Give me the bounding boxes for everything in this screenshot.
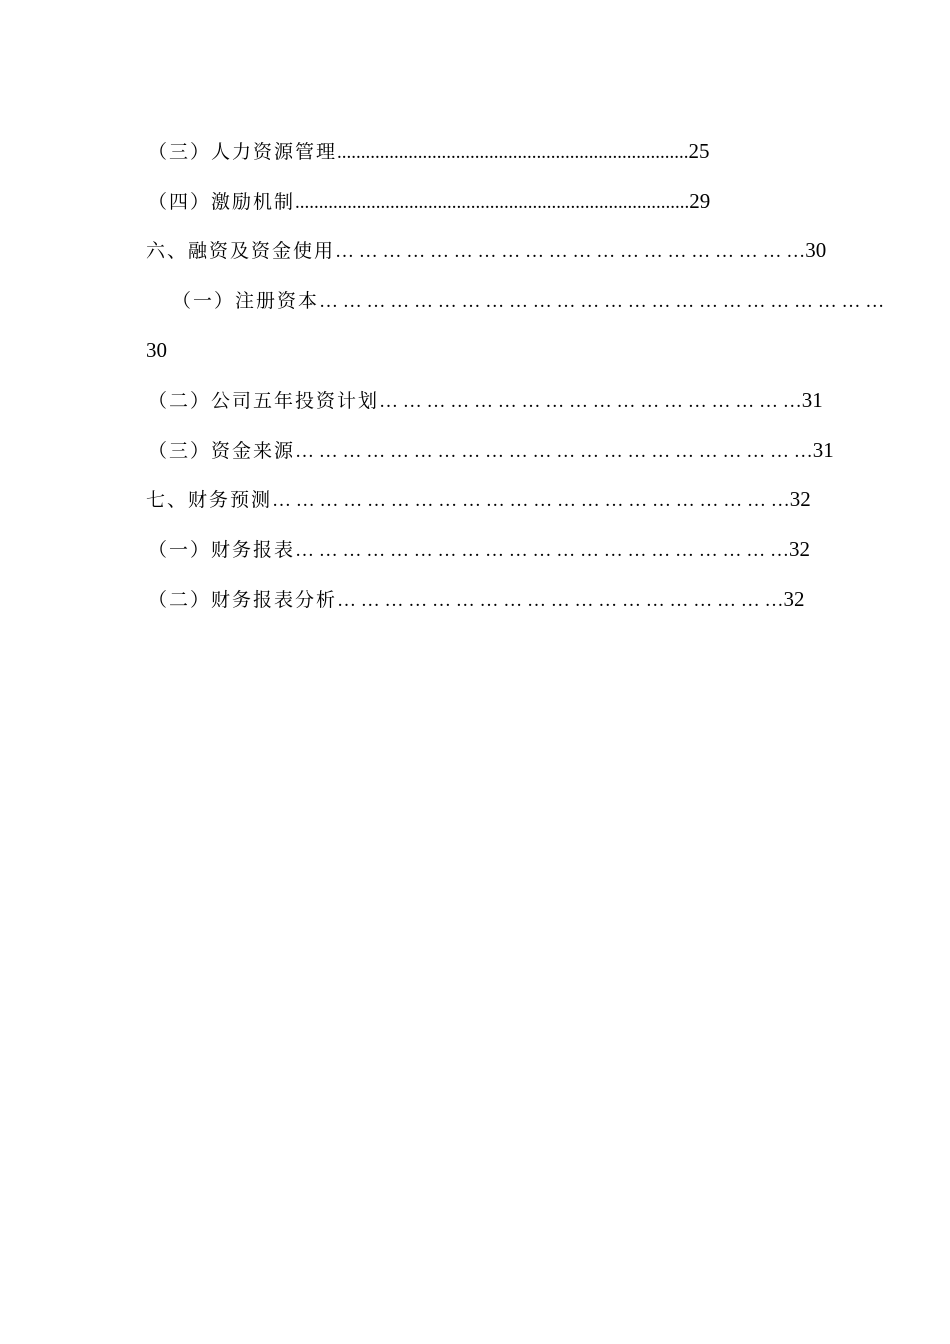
toc-entry-page-number: 31 xyxy=(801,388,823,412)
toc-entry-leader: … … … … … … … … … … … … … … … … … … … … … … … … xyxy=(319,291,885,312)
toc-entry-financial-forecast[interactable] xyxy=(146,484,811,514)
toc-entry-leader: … … … … … … … … … … … … … … … … … … … xyxy=(337,590,784,611)
toc-entry-title: （三）资金来源 xyxy=(148,440,296,462)
toc-entry-leader: ................................................................................... xyxy=(295,192,690,213)
toc-entry-title: （三）人力资源管理 xyxy=(148,141,338,163)
toc-entry-title: 六、融资及资金使用 xyxy=(146,240,336,262)
toc-entry-title: （二）财务报表分析 xyxy=(148,589,338,611)
toc-entry-title: （一）注册资本 xyxy=(172,290,320,312)
toc-entry-five-year-investment[interactable] xyxy=(148,385,823,415)
toc-entry-financing[interactable] xyxy=(146,235,826,265)
toc-entry-leader: … … … … … … … … … … … … … … … … … … … … … xyxy=(295,540,790,561)
toc-entry-page-number: 32 xyxy=(789,487,811,511)
toc-entry-leader: … … … … … … … … … … … … … … … … … … … … … … xyxy=(295,441,813,462)
toc-entry-registered-capital[interactable] xyxy=(172,285,884,315)
toc-entry-hr-management[interactable] xyxy=(148,136,710,166)
toc-entry-financial-analysis[interactable] xyxy=(148,584,805,614)
toc-entry-title: 七、财务预测 xyxy=(146,489,273,511)
toc-entry-funding-sources[interactable] xyxy=(148,435,834,465)
toc-entry-title: （四）激励机制 xyxy=(148,191,296,213)
toc-entry-page-number: 29 xyxy=(689,189,711,213)
toc-entry-page-number: 30 xyxy=(146,338,167,362)
toc-entry-page-number: 32 xyxy=(783,587,805,611)
toc-entry-leader: .......................................................................... xyxy=(337,142,689,163)
toc-entry-incentive-mechanism[interactable] xyxy=(148,186,710,216)
toc-entry-registered-capital-page[interactable] xyxy=(146,335,167,365)
toc-entry-title: （二）公司五年投资计划 xyxy=(148,390,380,412)
toc-entry-page-number: 25 xyxy=(688,139,710,163)
toc-entry-page-number: 31 xyxy=(812,438,834,462)
toc-entry-title: （一）财务报表 xyxy=(148,539,296,561)
toc-entry-leader: … … … … … … … … … … … … … … … … … … … … xyxy=(335,241,806,262)
toc-entry-financial-statements[interactable] xyxy=(148,534,810,564)
toc-entry-leader: … … … … … … … … … … … … … … … … … … xyxy=(379,391,802,412)
toc-entry-page-number: 30 xyxy=(805,238,827,262)
toc-entry-leader: … … … … … … … … … … … … … … … … … … … … … … xyxy=(272,490,790,511)
toc-entry-page-number: 32 xyxy=(789,537,811,561)
